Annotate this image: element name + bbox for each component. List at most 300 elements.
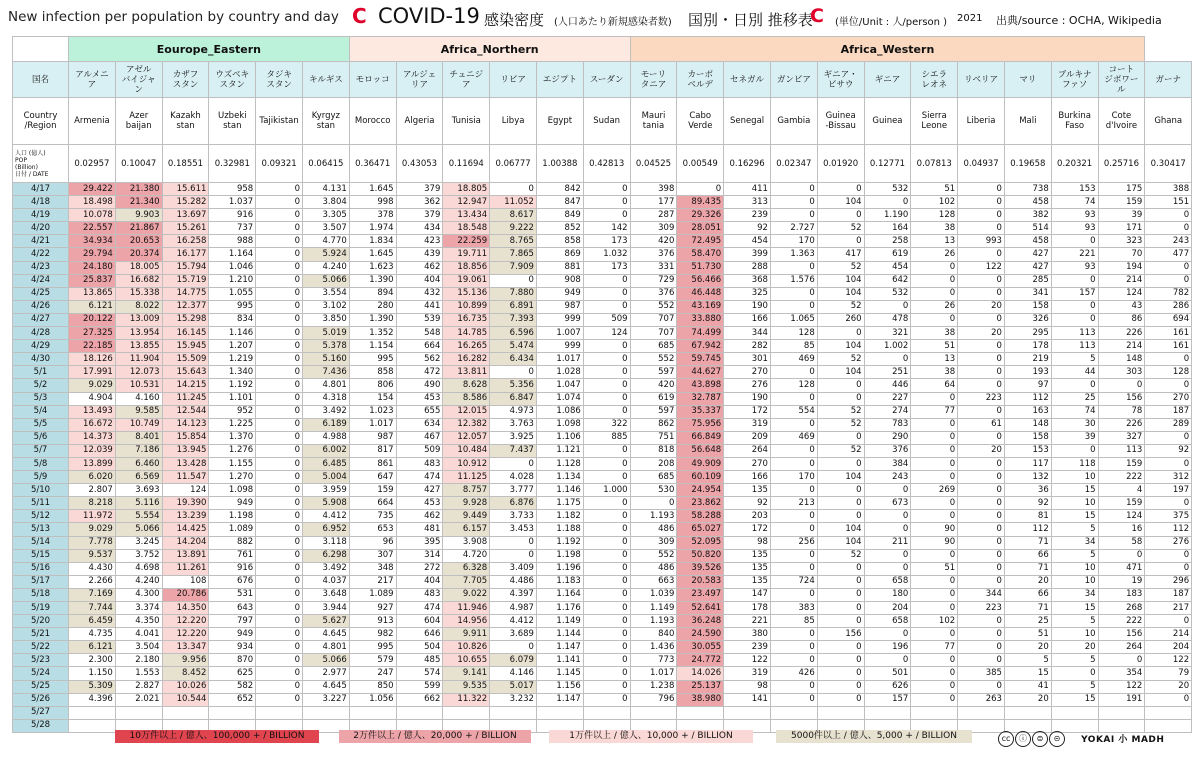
value-cell: 221 xyxy=(1051,248,1098,261)
value-cell: 18.805 xyxy=(443,183,490,196)
value-cell: 0 xyxy=(1145,274,1192,287)
value-cell: 90 xyxy=(911,523,958,536)
value-cell: 453 xyxy=(396,497,443,510)
date-cell: 5/13 xyxy=(13,523,69,536)
country-name-jp: アルジェ リア xyxy=(396,62,443,98)
value-cell: 0 xyxy=(630,497,677,510)
value-cell: 0 xyxy=(256,340,303,353)
value-cell: 5.066 xyxy=(302,274,349,287)
value-cell: 89.435 xyxy=(677,196,724,209)
value-cell: 15.719 xyxy=(162,274,209,287)
value-cell: 0 xyxy=(770,183,817,196)
value-cell: 477 xyxy=(1145,248,1192,261)
value-cell: 0 xyxy=(958,680,1005,693)
value-cell: 223 xyxy=(958,392,1005,405)
value-cell: 6.596 xyxy=(490,327,537,340)
value-cell: 26 xyxy=(911,300,958,313)
country-name-en: Armenia xyxy=(69,98,116,145)
value-cell: 0 xyxy=(256,510,303,523)
value-cell: 85 xyxy=(770,615,817,628)
value-cell: 0 xyxy=(911,667,958,680)
table-row xyxy=(13,196,1192,209)
value-cell: 0 xyxy=(911,431,958,444)
value-cell: 4.160 xyxy=(115,392,162,405)
date-cell: 5/4 xyxy=(13,405,69,418)
value-cell: 3.507 xyxy=(302,222,349,235)
value-cell: 58 xyxy=(1098,536,1145,549)
value-cell: 0 xyxy=(770,287,817,300)
value-cell: 4.028 xyxy=(490,471,537,484)
value-cell: 0 xyxy=(958,274,1005,287)
value-cell: 12.544 xyxy=(162,405,209,418)
value-cell: 0 xyxy=(817,575,864,588)
value-cell: 52 xyxy=(817,300,864,313)
value-cell: 4.240 xyxy=(302,261,349,274)
value-cell: 5 xyxy=(1051,615,1098,628)
value-cell: 164 xyxy=(864,222,911,235)
value-cell: 5 xyxy=(1051,353,1098,366)
value-cell: 6.952 xyxy=(302,523,349,536)
value-cell: 1.210 xyxy=(209,274,256,287)
value-cell: 0 xyxy=(911,471,958,484)
value-cell: 13.945 xyxy=(162,444,209,457)
value-cell: 6.569 xyxy=(115,471,162,484)
value-cell: 0 xyxy=(864,510,911,523)
brand-logo: YOKAI 小 MADH xyxy=(1081,735,1165,745)
infection-table xyxy=(12,36,1192,733)
value-cell: 153 xyxy=(1004,444,1051,457)
value-cell: 562 xyxy=(396,353,443,366)
value-cell: 0 xyxy=(256,497,303,510)
value-cell: 0 xyxy=(817,693,864,706)
legend-item-100000: 10万件以上 / 億人、100,000 + / BILLION xyxy=(115,730,319,743)
value-cell: 0 xyxy=(1145,693,1192,706)
value-cell: 313 xyxy=(724,196,771,209)
date-cell: 5/15 xyxy=(13,549,69,562)
value-cell: 154 xyxy=(349,392,396,405)
value-cell: 20.786 xyxy=(162,588,209,601)
value-cell xyxy=(677,706,724,719)
value-cell: 663 xyxy=(630,575,677,588)
value-cell: 552 xyxy=(630,549,677,562)
value-cell: 987 xyxy=(536,300,583,313)
value-cell: 20.653 xyxy=(115,235,162,248)
population-row xyxy=(13,145,1192,183)
value-cell: 295 xyxy=(1004,327,1051,340)
value-cell: 285 xyxy=(1004,274,1051,287)
date-cell: 4/29 xyxy=(13,340,69,353)
value-cell: 135 xyxy=(724,549,771,562)
value-cell: 102 xyxy=(911,615,958,628)
value-cell: 102 xyxy=(911,196,958,209)
value-cell: 0 xyxy=(256,615,303,628)
license-logo xyxy=(998,728,1164,752)
value-cell: 36 xyxy=(1004,484,1051,497)
value-cell: 203 xyxy=(724,510,771,523)
value-cell: 348 xyxy=(349,562,396,575)
value-cell xyxy=(349,706,396,719)
value-cell: 183 xyxy=(1098,588,1145,601)
value-cell xyxy=(1051,706,1098,719)
value-cell: 1.156 xyxy=(536,680,583,693)
value-cell: 15 xyxy=(1051,510,1098,523)
value-cell: 0 xyxy=(911,693,958,706)
value-cell: 0 xyxy=(583,353,630,366)
value-cell: 0 xyxy=(256,641,303,654)
value-cell: 5.924 xyxy=(302,248,349,261)
value-cell: 504 xyxy=(396,641,443,654)
date-cell: 5/24 xyxy=(13,667,69,680)
value-cell: 74 xyxy=(1051,405,1098,418)
value-cell: 6.847 xyxy=(490,392,537,405)
value-cell: 0 xyxy=(958,562,1005,575)
country-name-jp: モロッコ xyxy=(349,62,396,98)
value-cell: 3.118 xyxy=(302,536,349,549)
value-cell: 548 xyxy=(396,327,443,340)
table-row xyxy=(13,549,1192,562)
value-cell: 0 xyxy=(864,549,911,562)
country-name-jp: アゼル バイジャン xyxy=(115,62,162,98)
value-cell xyxy=(911,706,958,719)
value-cell: 0 xyxy=(958,366,1005,379)
value-cell: 9.022 xyxy=(443,588,490,601)
value-cell xyxy=(115,706,162,719)
date-cell: 4/23 xyxy=(13,261,69,274)
value-cell: 1.182 xyxy=(536,510,583,523)
value-cell: 314 xyxy=(396,549,443,562)
value-cell: 420 xyxy=(630,235,677,248)
value-cell: 0 xyxy=(817,431,864,444)
table-row xyxy=(13,209,1192,222)
value-cell: 16 xyxy=(1098,523,1145,536)
value-cell: 196 xyxy=(864,641,911,654)
value-cell: 0 xyxy=(1051,667,1098,680)
value-cell: 0 xyxy=(583,536,630,549)
value-cell: 454 xyxy=(724,235,771,248)
value-cell: 7.744 xyxy=(69,602,116,615)
value-cell: 3.374 xyxy=(115,602,162,615)
group-header: Africa_Western xyxy=(630,37,1145,62)
value-cell: 0 xyxy=(911,418,958,431)
value-cell: 18.548 xyxy=(443,222,490,235)
value-cell: 15.282 xyxy=(162,196,209,209)
value-cell: 375 xyxy=(1145,510,1192,523)
value-cell: 6.459 xyxy=(69,615,116,628)
value-cell: 5.017 xyxy=(490,680,537,693)
value-cell: 122 xyxy=(1098,680,1145,693)
value-cell: 226 xyxy=(1098,418,1145,431)
value-cell: 32.787 xyxy=(677,392,724,405)
value-cell: 842 xyxy=(536,183,583,196)
value-cell: 861 xyxy=(349,457,396,470)
value-cell: 270 xyxy=(724,366,771,379)
value-cell: 38.980 xyxy=(677,693,724,706)
value-cell: 552 xyxy=(630,300,677,313)
value-cell: 14.775 xyxy=(162,287,209,300)
value-cell: 858 xyxy=(536,235,583,248)
value-cell: 86 xyxy=(1098,313,1145,326)
value-cell: 276 xyxy=(1145,536,1192,549)
value-cell: 626 xyxy=(864,680,911,693)
value-cell: 104 xyxy=(817,471,864,484)
country-name-en: Kyrgyz stan xyxy=(302,98,349,145)
value-cell: 77 xyxy=(911,641,958,654)
value-cell: 949 xyxy=(209,628,256,641)
value-cell: 927 xyxy=(349,602,396,615)
value-cell: 0 xyxy=(583,510,630,523)
value-cell: 850 xyxy=(349,680,396,693)
value-cell: 0 xyxy=(583,575,630,588)
value-cell: 24.590 xyxy=(677,628,724,641)
value-cell: 11.972 xyxy=(69,510,116,523)
value-cell: 79 xyxy=(1145,667,1192,680)
value-cell: 9.956 xyxy=(162,654,209,667)
table-row xyxy=(13,536,1192,549)
table-row xyxy=(13,602,1192,615)
value-cell: 2.977 xyxy=(302,667,349,680)
value-cell: 11.052 xyxy=(490,196,537,209)
value-cell: 7.437 xyxy=(490,444,537,457)
value-cell: 30 xyxy=(1051,418,1098,431)
date-cell: 5/8 xyxy=(13,457,69,470)
value-cell: 652 xyxy=(209,693,256,706)
country-name-en: Cote d'Ivoire xyxy=(1098,98,1145,145)
value-cell: 276 xyxy=(724,379,771,392)
value-cell: 52 xyxy=(817,353,864,366)
value-cell: 3.453 xyxy=(490,523,537,536)
value-cell: 170 xyxy=(770,235,817,248)
value-cell: 0 xyxy=(911,549,958,562)
value-cell: 0 xyxy=(817,510,864,523)
value-cell: 1.149 xyxy=(536,615,583,628)
value-cell: 5.378 xyxy=(302,340,349,353)
value-cell: 1.645 xyxy=(349,248,396,261)
value-cell: 0 xyxy=(770,549,817,562)
value-cell: 29.422 xyxy=(69,183,116,196)
value-cell: 0 xyxy=(911,313,958,326)
value-cell: 885 xyxy=(583,431,630,444)
legend-item-10000: 1万件以上 / 億人、10,000 + / BILLION xyxy=(549,730,753,743)
value-cell: 258 xyxy=(864,235,911,248)
value-cell: 142 xyxy=(583,222,630,235)
value-cell: 15.136 xyxy=(443,287,490,300)
value-cell: 1.834 xyxy=(349,235,396,248)
value-cell: 51 xyxy=(1004,628,1051,641)
value-cell: 163 xyxy=(1004,405,1051,418)
value-cell: 20 xyxy=(958,444,1005,457)
value-cell: 10.826 xyxy=(443,641,490,654)
value-cell: 16.282 xyxy=(443,353,490,366)
value-cell: 462 xyxy=(396,510,443,523)
value-cell: 128 xyxy=(1145,366,1192,379)
value-cell: 3.232 xyxy=(490,693,537,706)
date-cell: 5/3 xyxy=(13,392,69,405)
table-row xyxy=(13,562,1192,575)
value-cell: 4.037 xyxy=(302,575,349,588)
value-cell: 6.121 xyxy=(69,300,116,313)
country-name-en: Cabo Verde xyxy=(677,98,724,145)
value-cell: 0 xyxy=(958,615,1005,628)
value-cell: 14.026 xyxy=(677,667,724,680)
value-cell: 554 xyxy=(770,405,817,418)
value-cell: 862 xyxy=(630,418,677,431)
value-cell: 159 xyxy=(349,484,396,497)
value-cell: 1.207 xyxy=(209,340,256,353)
value-cell: 4.973 xyxy=(490,405,537,418)
value-cell: 156 xyxy=(1098,392,1145,405)
value-cell: 135 xyxy=(724,562,771,575)
value-cell xyxy=(536,706,583,719)
value-cell: 14.215 xyxy=(162,379,209,392)
value-cell: 4.770 xyxy=(302,235,349,248)
value-cell: 39 xyxy=(1098,209,1145,222)
value-cell: 15.794 xyxy=(162,261,209,274)
value-cell: 8.586 xyxy=(443,392,490,405)
value-cell: 12.220 xyxy=(162,615,209,628)
country-name-en: Sudan xyxy=(583,98,630,145)
table-row xyxy=(13,628,1192,641)
value-cell: 5.066 xyxy=(302,654,349,667)
value-cell: 0 xyxy=(958,641,1005,654)
country-name-en: Burkina Faso xyxy=(1051,98,1098,145)
value-cell: 21.340 xyxy=(115,196,162,209)
date-cell: 5/28 xyxy=(13,719,69,732)
value-cell: 634 xyxy=(396,418,443,431)
value-cell: 0 xyxy=(256,392,303,405)
table-row xyxy=(13,353,1192,366)
value-cell: 3.908 xyxy=(443,536,490,549)
value-cell: 643 xyxy=(209,602,256,615)
value-cell: 13.899 xyxy=(69,457,116,470)
value-cell: 5.160 xyxy=(302,353,349,366)
value-cell: 530 xyxy=(630,484,677,497)
value-cell: 0 xyxy=(864,353,911,366)
value-cell xyxy=(302,706,349,719)
value-cell: 0 xyxy=(583,497,630,510)
value-cell: 486 xyxy=(630,523,677,536)
value-cell: 97 xyxy=(1004,379,1051,392)
value-cell: 104 xyxy=(817,287,864,300)
value-cell: 25 xyxy=(1004,615,1051,628)
value-cell: 647 xyxy=(349,471,396,484)
date-cell: 4/30 xyxy=(13,353,69,366)
value-cell: 11.125 xyxy=(443,471,490,484)
value-cell: 239 xyxy=(724,209,771,222)
value-cell: 171 xyxy=(1098,222,1145,235)
value-cell: 51 xyxy=(911,562,958,575)
value-cell: 0 xyxy=(911,602,958,615)
value-cell: 77 xyxy=(911,405,958,418)
value-cell: 98 xyxy=(724,536,771,549)
value-cell: 5.474 xyxy=(490,340,537,353)
table-row xyxy=(13,523,1192,536)
value-cell: 156 xyxy=(1098,628,1145,641)
value-cell: 471 xyxy=(1098,562,1145,575)
value-cell: 1.553 xyxy=(115,667,162,680)
value-cell: 3.733 xyxy=(490,510,537,523)
value-cell: 58.288 xyxy=(677,510,724,523)
table-row xyxy=(13,248,1192,261)
value-cell: 12.382 xyxy=(443,418,490,431)
value-cell: 10.749 xyxy=(115,418,162,431)
value-cell: 0 xyxy=(911,392,958,405)
value-cell: 658 xyxy=(864,575,911,588)
value-cell: 0 xyxy=(911,654,958,667)
value-cell: 1.198 xyxy=(536,549,583,562)
value-cell: 4.486 xyxy=(490,575,537,588)
value-cell: 327 xyxy=(1098,431,1145,444)
value-cell: 157 xyxy=(864,693,911,706)
value-cell: 0 xyxy=(256,457,303,470)
value-cell xyxy=(1004,706,1051,719)
value-cell: 12.015 xyxy=(443,405,490,418)
value-cell: 3.777 xyxy=(490,484,537,497)
value-cell: 221 xyxy=(724,615,771,628)
value-cell: 9.537 xyxy=(69,549,116,562)
value-cell: 0 xyxy=(1145,457,1192,470)
value-cell: 3.959 xyxy=(302,484,349,497)
value-cell: 52 xyxy=(817,549,864,562)
table-row xyxy=(13,588,1192,601)
value-cell: 0 xyxy=(583,588,630,601)
country-name-en: Mali xyxy=(1004,98,1051,145)
value-cell: 2.807 xyxy=(69,484,116,497)
value-cell: 344 xyxy=(724,327,771,340)
value-cell: 467 xyxy=(396,431,443,444)
value-cell: 0 xyxy=(583,523,630,536)
value-cell: 619 xyxy=(864,248,911,261)
legend xyxy=(0,728,1200,757)
value-cell: 4.645 xyxy=(302,680,349,693)
value-cell: 6.079 xyxy=(490,654,537,667)
value-cell: 158 xyxy=(1004,431,1051,444)
nc-icon: ⊜ xyxy=(1032,731,1048,747)
value-cell: 0 xyxy=(958,248,1005,261)
value-cell: 92 xyxy=(1145,444,1192,457)
value-cell: 4.397 xyxy=(490,588,537,601)
value-cell: 0 xyxy=(817,497,864,510)
value-cell: 0 xyxy=(256,379,303,392)
value-cell: 4.645 xyxy=(302,628,349,641)
value-cell: 0 xyxy=(958,340,1005,353)
table-row xyxy=(13,261,1192,274)
value-cell: 0 xyxy=(958,536,1005,549)
value-cell: 469 xyxy=(770,431,817,444)
value-cell: 41 xyxy=(1004,680,1051,693)
value-cell: 0 xyxy=(256,196,303,209)
value-cell: 7.705 xyxy=(443,575,490,588)
value-cell: 1.154 xyxy=(349,340,396,353)
date-cell: 4/28 xyxy=(13,327,69,340)
value-cell: 16.258 xyxy=(162,235,209,248)
population-value: 0.16296 xyxy=(724,145,771,183)
value-cell: 6.434 xyxy=(490,353,537,366)
value-cell: 112 xyxy=(1004,523,1051,536)
population-value: 0.42813 xyxy=(583,145,630,183)
value-cell: 14.204 xyxy=(162,536,209,549)
value-cell: 135 xyxy=(724,575,771,588)
value-cell: 4.318 xyxy=(302,392,349,405)
value-cell: 20 xyxy=(1145,680,1192,693)
value-cell: 0 xyxy=(490,641,537,654)
value-cell: 264 xyxy=(724,444,771,457)
value-cell: 847 xyxy=(536,196,583,209)
value-cell: 474 xyxy=(396,471,443,484)
value-cell: 0 xyxy=(864,628,911,641)
value-cell: 15.643 xyxy=(162,366,209,379)
date-cell: 5/14 xyxy=(13,536,69,549)
value-cell: 60.109 xyxy=(677,471,724,484)
